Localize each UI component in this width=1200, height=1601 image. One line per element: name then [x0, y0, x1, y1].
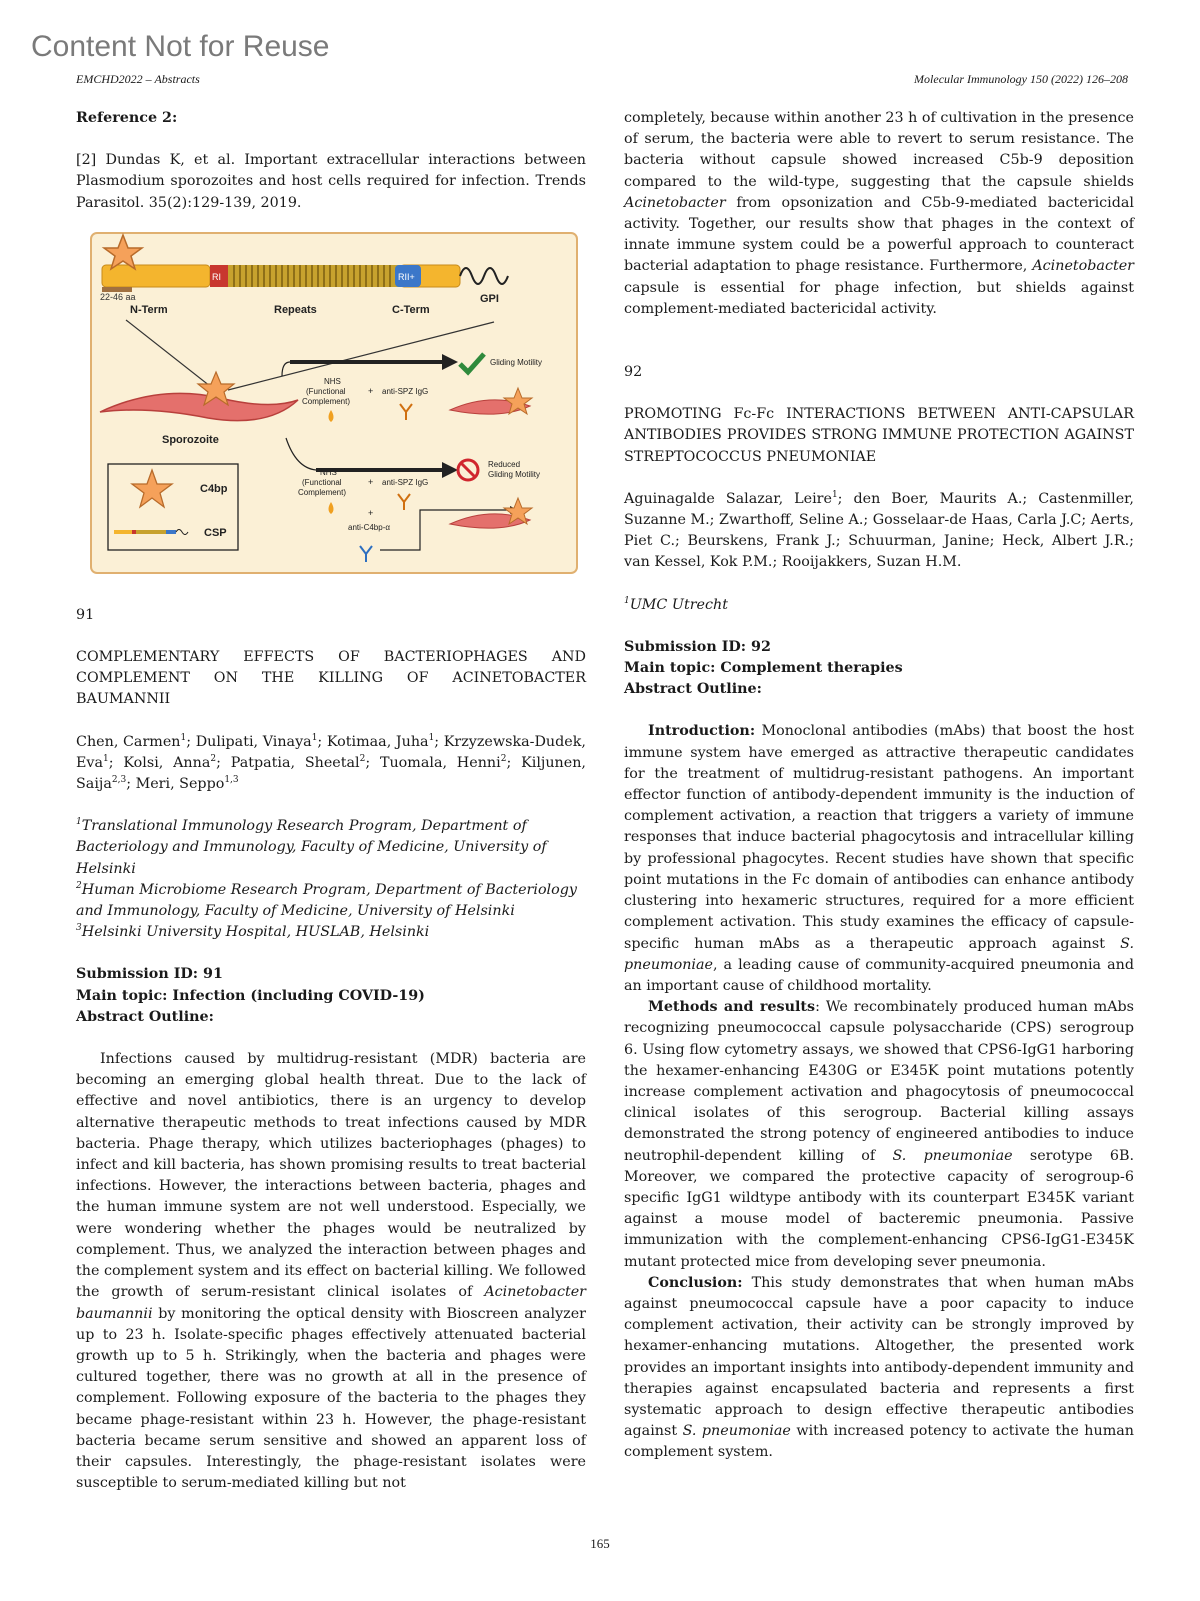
rl-label: RI	[212, 271, 221, 282]
gliding-label: Gliding Motility	[490, 357, 543, 367]
reduced-label-2: Gliding Motility	[488, 469, 541, 479]
reduced-label-1: Reduced	[488, 459, 521, 469]
abstract-92-outline-label: Abstract Outline:	[624, 681, 762, 698]
abstract-91-outline-label: Abstract Outline:	[76, 1008, 214, 1025]
legend-c4bp-label: C4bp	[200, 482, 228, 495]
anti-c4bp-label: anti-C4bp-α	[348, 522, 390, 532]
anti-spz-label-1: anti-SPZ IgG	[382, 386, 429, 396]
abstract-91-authors: Chen, Carmen$^1$; Dulipati, Vinaya$^1$; Kotimaa, Juha$^1$; Krzyzewska-Dudek, Eva$^1$; Kolsi, Anna$^2$; Patpatia, Sheetal$^2$; Tuomala, Henni$^2$; Kiljunen, Saija$^{2,3}$; Meri, Seppo$^{1,3}$	[76, 732, 586, 793]
abstract-92-title: PROMOTING Fc-Fc INTERACTIONS BETWEEN ANTI-CAPSULAR ANTIBODIES PROVIDES STRONG IMMUNE PROTECTION AGAINST STREPTOCOCCUS PNEUMONIAE	[624, 406, 1134, 465]
complement-label-1: Complement)	[302, 396, 351, 406]
nhs-label-1: NHS	[324, 376, 341, 386]
sporozoite-label: Sporozoite	[162, 433, 219, 446]
running-header-left: EMCHD2022 – Abstracts	[76, 72, 200, 86]
gpi-label: GPI	[480, 292, 499, 305]
functional-label-1: (Functional	[306, 386, 346, 396]
plus-label-1: +	[368, 385, 374, 396]
plus-label-2: +	[368, 476, 374, 487]
complement-label-2: Complement)	[298, 487, 347, 497]
abstract-92-affiliation: $^1$UMC Utrecht	[624, 595, 728, 613]
aa-label: 22-46 aa	[100, 291, 136, 302]
cterm-label: C-Term	[392, 303, 430, 316]
abstract-92-methods: Methods and results: We recombinately produced human mAbs recognizing pneumococcal capsule polysaccharide (CPS) serogroup 6. Using flow cytometry assays, we showed that CPS6-IgG1 harboring the hexamer-enhancing E430G or E345K point mutations potently increase complement activation and phagocytosis of pneumococcal clinical isolates of this serogroup. Bacterial killing assays demonstrated the strong potency of engineered antibodies to induce neutrophil-dependent killing of S. pneumoniae serotype 6B. Moreover, we compared the protective capacity of serogroup-6 specific IgG1 wildtype antibody with its counterpart E345K variant against a mouse model of bacteremic pneumonia. Passive immunization with the complement-enhancing CPS6-IgG1-E345K mutant protected mice from developing sever pneumonia.	[624, 999, 1134, 1270]
abstract-91-submission-id: Submission ID: 91	[76, 966, 223, 983]
abstract-91-body: Infections caused by multidrug-resistant (MDR) bacteria are becoming an emerging global health threat. Due to the lack of effective and novel antibiotics, there is an urgency to develop alternative therapeutic methods to treat infections caused by MDR bacteria. Phage therapy, which utilizes bacteriophages (phages) to infect and kill bacteria, has shown promising results to treat bacterial infections. However, the interactions between bacteria, phages and the human immune system are not well understood. Especially, we were wondering whether the phages would be neutralized by complement. Thus, we analyzed the interaction between phages and the complement system and its effect on bacterial killing. We followed the growth of serum-resistant clinical isolates of Acinetobacter baumannii by monitoring the optical density with Bioscreen analyzer up to 23 h. Isolate-specific phages effectively attenuated bacterial growth up to 5 h. Strikingly, when the bacteria and phages were cultured together, there was no growth at all in the presence of complement. Following exposure of the bacteria to the phages they became phage-resistant within 23 h. However, the phage-resistant bacteria became serum sensitive and showed an apparent loss of their capsules. Interestingly, the phage-resistant isolates were susceptible to serum-mediated killing but not	[76, 1051, 586, 1492]
reference-heading: Reference 2:	[76, 110, 178, 126]
repeats-label: Repeats	[274, 303, 317, 316]
abstract-92-submission-id: Submission ID: 92	[624, 638, 771, 655]
abstract-91-body-continued: completely, because within another 23 h of cultivation in the presence of serum, the bacteria were able to revert to serum resistance. The bacteria without capsule showed increased C5b-9 deposition compared to the wild-type, suggesting that the capsule shields Acinetobacter from opsonization and C5b-9-mediated bactericidal activity. Together, our results show that phages in the context of innate immune system could be a powerful approach to counteract bacterial adaptation to phage resistance. Furthermore, Acinetobacter capsule is essential for phage infection, but shields against complement-mediated bactericidal activity.	[624, 110, 1134, 317]
plus-label-3: +	[368, 507, 374, 518]
abstract-91-number: 91	[76, 606, 95, 623]
rii-label: RII+	[398, 271, 415, 282]
nterm-label: N-Term	[130, 303, 168, 316]
abstract-92-main-topic: Main topic: Complement therapies	[624, 660, 903, 677]
abstract-91-title: COMPLEMENTARY EFFECTS OF BACTERIOPHAGES AND COMPLEMENT ON THE KILLING OF ACINETOBACTER BAUMANNII	[76, 649, 586, 708]
abstract-91-main-topic: Main topic: Infection (including COVID-19)	[76, 987, 425, 1004]
abstract-92-conclusion: Conclusion: This study demonstrates that when human mAbs against pneumococcal capsule have a poor capacity to induce complement activation, their activity can be strongly improved by hexamer-enhancing mutations. Altogether, the presented work provides an important insights into antibody-dependent immunity and therapies against encapsulated bacteria and represents a first systematic approach to design effective therapeutic antibodies against S. pneumoniae with increased potency to activate the human complement system.	[624, 1274, 1134, 1461]
page-number: 165	[590, 1536, 610, 1551]
abstract-92-authors: Aguinagalde Salazar, Leire$^1$; den Boer, Maurits A.; Castenmiller, Suzanne M.; Zwarthoff, Seline A.; Gosselaar-de Haas, Carla J.C; Aerts, Piet C.; Beurskens, Frank J.; Schuurman, Janine; Heck, Albert J.R.; van Kessel, Kok P.M.; Rooijakkers, Suzan H.M.	[624, 490, 1134, 571]
right-column	[624, 108, 1134, 1464]
functional-label-2: (Functional	[302, 477, 342, 487]
repeats-bar	[228, 265, 400, 287]
left-column	[76, 108, 586, 1494]
abstract-92-introduction: Introduction: Monoclonal antibodies (mAbs) that boost the host immune system have emerged as attractive therapeutic candidates for the treatment of multidrug-resistant pathogens. An important effector function of antibody-dependent immunity is the induction of complement activation, a reaction that triggers a variety of immune responses that induce bacterial phagocytosis and intracellular killing by professional phagocytes. Recent studies have shown that specific point mutations in the Fc domain of antibodies can enhance antibody clustering into hexameric structures, required for a more efficient complement activation. This study examines the efficacy of capsule-specific human mAbs as a therapeutic approach against S. pneumoniae, a leading cause of community-acquired pneumonia and an important cause of childhood mortality.	[624, 723, 1134, 994]
watermark: Content Not for Reuse	[31, 30, 330, 63]
abstract-91-affiliations: $^1$Translational Immunology Research Program, Department of Bacteriology and Immunology, Faculty of Medicine, University of Helsinki $^2$Human Microbiome Research Program, Department of Bacteriology and Immunology, Faculty of Medicine, University of Helsinki $^3$Helsinki University Hospital, HUSLAB, Helsinki	[76, 817, 577, 941]
nhs-label-2: NHS	[320, 467, 337, 477]
anti-spz-label-2: anti-SPZ IgG	[382, 477, 429, 487]
abstract-92-number: 92	[624, 364, 643, 381]
csp-figure	[90, 232, 578, 574]
legend-csp-label: CSP	[204, 526, 227, 539]
reference-text: [2] Dundas K, et al. Important extracellular interactions between Plasmodium sporozoites and host cells required for infection. Trends Parasitol. 35(2):129-139, 2019.	[76, 152, 586, 211]
running-header-right: Molecular Immunology 150 (2022) 126–208	[914, 72, 1128, 86]
